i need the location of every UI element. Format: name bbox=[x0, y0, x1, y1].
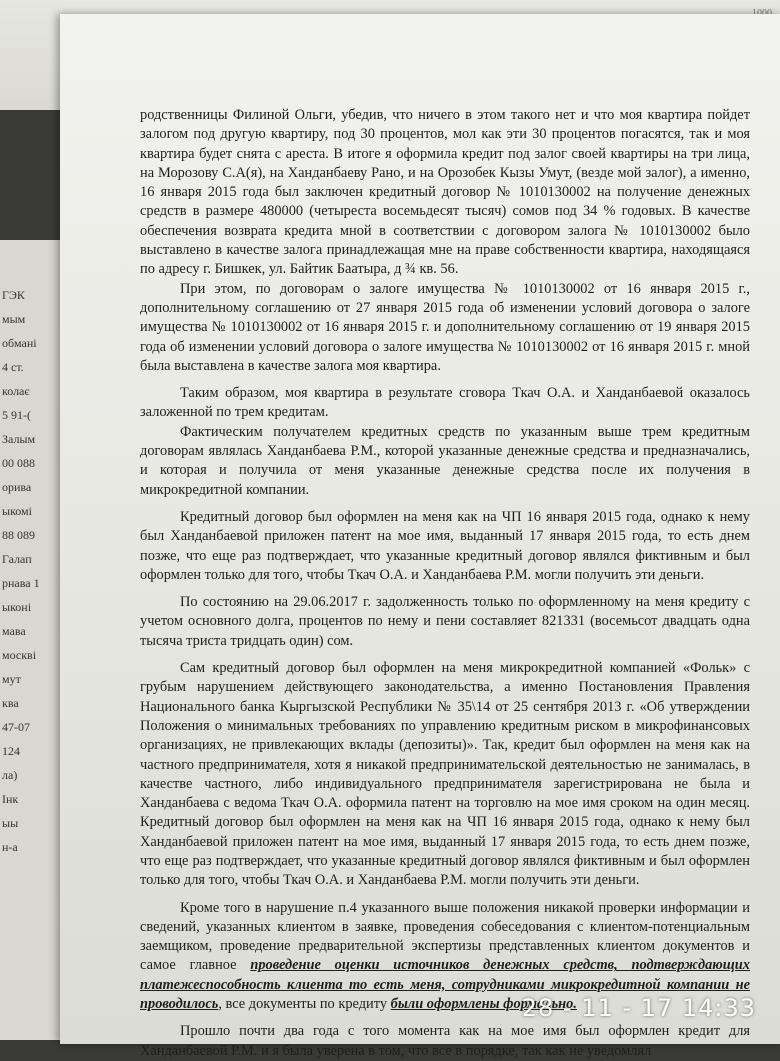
under-page-text-fragment: орива bbox=[2, 480, 32, 494]
under-page-text-fragment: 00 088 bbox=[2, 456, 35, 470]
document-body bbox=[140, 106, 750, 1061]
paragraph-8-emphasis-2: были оформлены формально. bbox=[390, 996, 577, 1013]
paragraph-2: При этом, по договорам о залоге имущества № 1010130002 от 16 января 2015 г., дополнительному соглашению от 27 января 2015 года об изменении условий договора о залоге имущества № 1010130002 от 16 января 2015 г. и дополнительному соглашению от 19 января 2015 года об изменении условий договора о залоге имущества № 1010130002 от 16 января 2015 г. мной была выставлена в качестве залога моя квартира. bbox=[140, 280, 750, 374]
under-page-text-fragment: колає bbox=[2, 384, 30, 398]
under-page-text-fragment: Залым bbox=[2, 432, 36, 446]
under-page-text-fragment: ква bbox=[2, 696, 19, 710]
under-page-text-fragment: Інк bbox=[2, 792, 19, 806]
under-page-text-fragment: ыкомі bbox=[2, 504, 32, 518]
under-page-text-fragment: ГЭК bbox=[2, 288, 25, 302]
paragraph-4: Фактическим получателем кредитных средств по указанным выше трем кредитным договорам являлась Ханданбаева Р.М., которой указанные денежные средства и предназначались, и которая и получила от меня указанные денежные средства после их получения в микрокредитной компании. bbox=[140, 423, 750, 498]
under-page-text-fragment: 88 089 bbox=[2, 528, 35, 542]
under-page-text-fragment: ыы bbox=[2, 816, 19, 830]
under-page-text-fragment: н-а bbox=[2, 840, 18, 854]
under-page-text-fragment: Галап bbox=[2, 552, 32, 566]
under-page-text-fragment: москві bbox=[2, 648, 37, 662]
underlying-page-fragment bbox=[0, 240, 61, 1040]
document-page bbox=[60, 14, 780, 1059]
under-page-text-fragment: мут bbox=[2, 672, 21, 686]
paragraph-8-mid: , все документы по кредиту bbox=[218, 996, 391, 1013]
under-page-text-fragment: ыконі bbox=[2, 600, 32, 614]
paragraph-9: Прошло почти два года с того момента как на мое имя был оформлен кредит для Ханданбаевой Р.М. и я была уверена в том, что все в порядке, так как не уведомлял bbox=[140, 1023, 750, 1059]
under-page-text-fragment: 4 ст. bbox=[2, 360, 24, 374]
photo-timestamp: 28 - 11 - 17 14:33 bbox=[521, 994, 756, 1022]
under-page-text-fragment: рнава 1 bbox=[2, 576, 40, 590]
under-page-text-fragment: мым bbox=[2, 312, 26, 326]
paragraph-1: родственницы Филиной Ольги, убедив, что ничего в этом такого нет и что моя квартира пойдет залогом под другую квартиру, под 30 процентов, мол как эти 30 процентов погасятся, так и моя квартира будет снята с ареста. В итоге я оформила кредит под залог своей квартиры на три лица, на Морозову С.А(я), на Ханданбаеву Рано, и на Орозобек Кызы Умут, (везде мой залог), а именно, 16 января 2015 года был заключен кредитный договор № 1010130002 на получение денежных средств в размере 480000 (четыреста восемьдесят тысяч) сомов под 34 % годовых. В качестве обеспечения возврата кредита мной в соответствии с договором залога № 1010130002 было выставлено в качестве залога принадлежащая мне на праве собственности квартира, находящаяся по адресу г. Бишкек, ул. Байтик Баатыра, д ¾ кв. 56. bbox=[140, 107, 750, 278]
under-page-text-fragment: 5 91-( bbox=[2, 408, 31, 422]
paragraph-3: Таким образом, моя квартира в результате сговора Ткач О.А. и Ханданбаевой оказалось заложенной по трем кредитам. bbox=[140, 385, 750, 421]
paragraph-8-emphasis: проведение оценки источников денежных средств, подтверждающих платежеспособность клиента то есть меня, сотрудниками микрокредитной компании не проводилось bbox=[140, 957, 750, 1013]
paragraph-6: По состоянию на 29.06.2017 г. задолженность только по оформленному на меня кредиту с учетом основного долга, процентов по нему и пени составляет 821331 (восемьсот двадцать одна тысяча триста тридцать один) сом. bbox=[140, 594, 750, 649]
under-page-text-fragment: обмані bbox=[2, 336, 37, 350]
paragraph-5: Кредитный договор был оформлен на меня как на ЧП 16 января 2015 года, однако к нему был Ханданбаевой приложен патент на мое имя, выданный 17 января 2015 года, то есть днем позже, что еще раз подтверждает, что указанные кредитный договор являлся фиктивным и был оформлен только для того, чтобы Ткач О.А. и Ханданбаева Р.М. могли получить эти деньги. bbox=[140, 508, 750, 583]
paragraph-8-text: Кроме того в нарушение п.4 указанного выше положения никакой проверки информации и сведений, указанных клиентом в заявке, проведения собеседования с клиентом-потенциальным заемщиком, проведение предварительной экспертизы представленных клиентом документов и самое главное bbox=[140, 899, 750, 974]
paragraph-7: Сам кредитный договор был оформлен на меня микрокредитной компанией «Фольк» с грубым нарушением действующего законодательства, а именно Постановления Правления Национального банка Кыргызской Республики № 35\14 от 25 сентября 2013 г. «Об утверждении Положения о минимальных требованиях по управлению кредитным риском в микрофинансовых организациях, не привлекающих вклады (депозиты)». Так, кредит был оформлен на меня как на частного предпринимателя, хотя я никакой предпринимательской деятельностью не занималась, в качестве частного, либо индивидуального предпринимателя зарегистрирована не была и Ханданбаева с ведома Ткач О.А. оформила патент на торговлю на мое имя сроком на один месяц. Кредитный договор был оформлен на меня как на ЧП 16 января 2015 года, однако к нему был Ханданбаевой приложен патент на мое имя, выданный 17 января 2015 года, то есть днем позже, что еще раз подтверждает, что указанные кредитный договор являлся фиктивным и был оформлен только для того, чтобы Ткач О.А. и Ханданбаева Р.М. могли получить эти деньги. bbox=[140, 660, 750, 889]
under-page-text-fragment: мава bbox=[2, 624, 26, 638]
under-page-text-fragment: 124 bbox=[2, 744, 20, 758]
under-page-text-fragment: 47-07 bbox=[2, 720, 30, 734]
under-page-text-fragment: ла) bbox=[2, 768, 18, 782]
